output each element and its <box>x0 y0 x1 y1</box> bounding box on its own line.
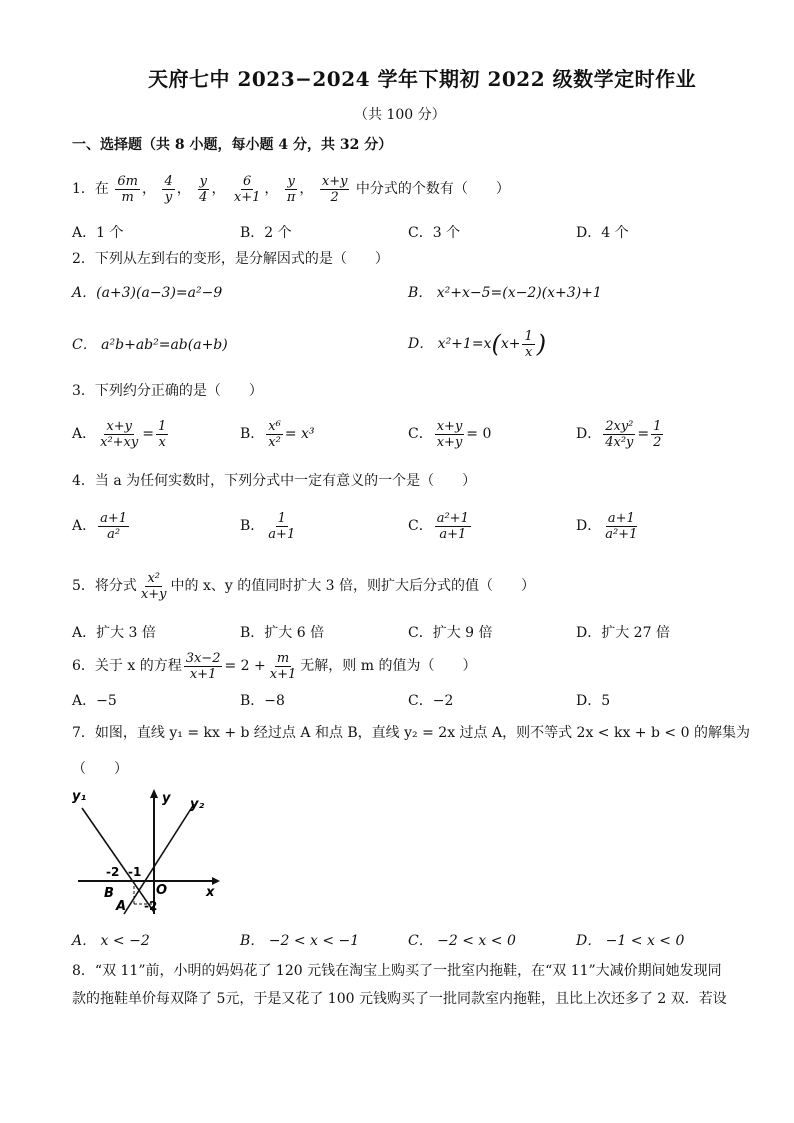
q4-option-d[interactable]: D． $\frac{a+1}{\text{a²+1}}$ <box>576 510 638 542</box>
label-x: x <box>206 885 215 900</box>
page-title: 天府七中 2023−2024 学年下期初 2022 级数学定时作业 <box>148 67 697 91</box>
q1-suffix: 中分式的个数有（ ） <box>355 181 510 197</box>
question-7-paren: （ ） <box>72 761 128 777</box>
section-heading: 一、选择题（共 8 小题，每小题 4 分，共 32 分） <box>72 137 393 153</box>
label-a: A <box>116 899 127 914</box>
q3-option-c[interactable]: C． $\frac{x+y}{x+y}$ = 0 <box>408 418 492 450</box>
label-y: y <box>162 791 171 806</box>
q1-option-b[interactable]: B．2 个 <box>240 225 292 241</box>
q5-option-b[interactable]: B．扩大 6 倍 <box>240 625 325 641</box>
q2-option-b[interactable]: B． x²+x−5=(x−2)(x+3)+1 <box>408 285 602 301</box>
y-axis-arrow <box>150 789 158 798</box>
q3-option-b[interactable]: B． $\frac{\text{x⁶}}{\text{x²}}$ = x³ <box>240 418 315 450</box>
q1-frac-6: $\frac{x+y}{2}$ <box>321 173 348 205</box>
label-y2: y₂ <box>190 797 205 812</box>
question-6-stem: 6．关于 x 的方程 $\frac{3x-2}{x+1}$ = 2 + $\frac{m}{x+1}$ 无解，则 m 的值为（ ） <box>72 650 477 682</box>
q1-frac-4: $\frac{6}{x+1}$ <box>233 173 261 205</box>
q6-frac-1: $\frac{3x-2}{x+1}$ <box>185 650 221 682</box>
q1-frac-1: $\frac{6m}{m}$ <box>117 173 138 205</box>
score-note: （共 100 分） <box>354 107 446 123</box>
q4-option-a[interactable]: A． $\frac{a+1}{\text{a²}}$ <box>72 510 128 542</box>
q6-option-b[interactable]: B．−8 <box>240 693 285 709</box>
line-y1 <box>82 808 154 912</box>
q6-option-d[interactable]: D．5 <box>576 693 611 709</box>
q7-graph <box>70 786 220 916</box>
q1-frac-3: $\frac{y}{4}$ <box>199 173 208 205</box>
label-origin: O <box>156 883 168 898</box>
question-8-line-1: 8．“双 11”前，小明的妈妈花了 120 元钱在淘宝上购买了一批室内拖鞋，在“双 11”大减价期间她发现同 <box>72 963 722 979</box>
q1-option-d[interactable]: D．4 个 <box>576 225 629 241</box>
question-7-stem: 7．如图，直线 y₁ = kx + b 经过点 A 和点 B，直线 y₂ = 2x 过点 A，则不等式 2x < kx + b < 0 的解集为 <box>72 725 750 741</box>
q1-prefix: 1．在 <box>72 181 109 197</box>
question-8-line-2: 款的拖鞋单价每双降了 5元，于是又花了 100 元钱购买了一批同款室内拖鞋，且比上次还多了 2 双．若设 <box>72 991 727 1007</box>
question-3-stem: 3．下列约分正确的是（ ） <box>72 383 263 399</box>
q2-d-frac: $\frac{1}{x}$ <box>524 328 533 360</box>
tick-y-minus-2: -2 <box>144 899 158 913</box>
q1-option-c[interactable]: C．3 个 <box>408 225 461 241</box>
q1-option-a[interactable]: A．1 个 <box>72 225 124 241</box>
question-4-stem: 4．当 a 为任何实数时，下列分式中一定有意义的一个是（ ） <box>72 473 477 489</box>
tick-minus-1: -1 <box>128 865 142 879</box>
label-y1: y₁ <box>72 789 87 804</box>
label-b: B <box>104 886 114 901</box>
q5-option-a[interactable]: A．扩大 3 倍 <box>72 625 156 641</box>
q2-option-c[interactable]: C． a²b+ab²=ab(a+b) <box>72 337 228 353</box>
tick-minus-2: -2 <box>106 865 120 879</box>
q1-frac-5: $\frac{y}{\pi}$ <box>286 173 296 205</box>
q4-option-c[interactable]: C． $\frac{\text{a²+1}}{a+1}$ <box>408 510 469 542</box>
q2-option-a[interactable]: A．(a+3)(a−3)=a²−9 <box>72 285 223 301</box>
q6-option-c[interactable]: C．−2 <box>408 693 454 709</box>
q7-option-d[interactable]: D． −1 < x < 0 <box>576 933 685 949</box>
q7-option-b[interactable]: B． −2 < x < −1 <box>240 933 360 949</box>
q1-frac-2: $\frac{4}{y}$ <box>164 173 173 205</box>
q5-option-d[interactable]: D．扩大 27 倍 <box>576 625 670 641</box>
q7-option-a[interactable]: A． x < −2 <box>72 933 150 949</box>
q3-option-d[interactable]: D． $\frac{\text{2xy²}}{\text{4x²y}}$ = $\frac{1}{2}$ <box>576 418 662 450</box>
question-2-stem: 2．下列从左到右的变形，是分解因式的是（ ） <box>72 251 389 267</box>
q5-frac: $\frac{\text{x²}}{x+y}$ <box>140 570 167 602</box>
q6-frac-2: $\frac{m}{x+1}$ <box>269 650 297 682</box>
q2-option-d[interactable]: D． x²+1=x(x+ $\frac{1}{x}$ ) <box>408 328 547 360</box>
q7-option-c[interactable]: C． −2 < x < 0 <box>408 933 516 949</box>
question-5-stem: 5．将分式 $\frac{\text{x²}}{x+y}$ 中的 x、y 的值同时扩大 3 倍，则扩大后分式的值（ ） <box>72 570 536 602</box>
q5-option-c[interactable]: C．扩大 9 倍 <box>408 625 493 641</box>
x-axis-arrow <box>212 877 220 885</box>
q4-option-b[interactable]: B． $\frac{1}{a+1}$ <box>240 510 296 542</box>
q3-option-a[interactable]: A． $\frac{x+y}{\text{x²+xy}}$ = $\frac{1}{x}$ <box>72 418 167 450</box>
q6-option-a[interactable]: A．−5 <box>72 693 117 709</box>
question-1-stem: 1．在 $\frac{6m}{m}$ ， $\frac{4}{y}$ ， $\frac{y}{4}$ ， $\frac{6}{x+1}$ ， $\frac{y}{\pi}$ ， $\frac{x+y}{2}$ 中分式的个数有（ ） <box>72 173 510 205</box>
